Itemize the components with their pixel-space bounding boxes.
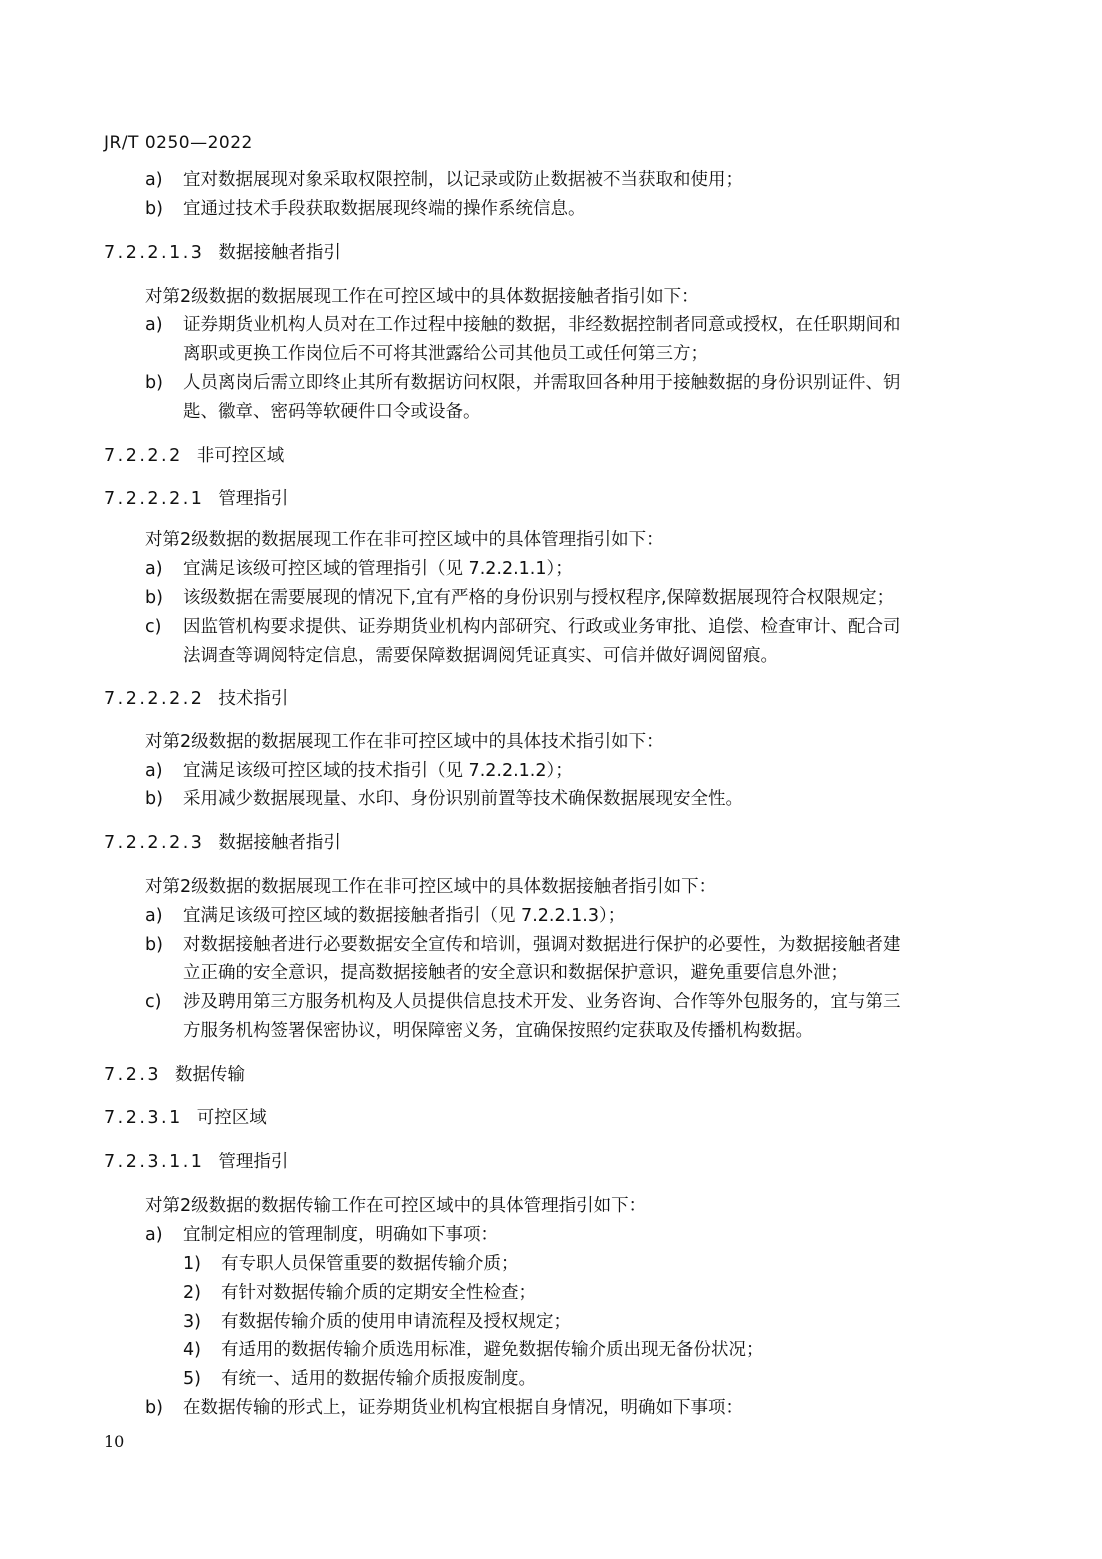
list-marker: c): [145, 992, 162, 1012]
list-item: [145, 371, 901, 395]
list-item-text: 宜对数据展现对象采取权限控制，以记录或防止数据被不当获取和使用；: [183, 170, 743, 190]
section-title: 管理指引: [218, 489, 289, 509]
list-item: [145, 168, 743, 192]
list-item-text: 有数据传输介质的使用申请流程及授权规定；: [221, 1312, 571, 1332]
list-item-text: 宜满足该级可控区域的数据接触者指引（见 7.2.2.1.3）；: [183, 906, 626, 926]
list-item-text: 宜满足该级可控区域的管理指引（见 7.2.2.1.1）；: [183, 559, 573, 579]
section-number: 7.2.3: [104, 1065, 162, 1085]
list-marker: a): [145, 559, 163, 579]
list-item-text: 有针对数据传输介质的定期安全性检查；: [221, 1283, 536, 1303]
section-title: 管理指引: [218, 1152, 289, 1172]
list-item-text: 在数据传输的形式上，证券期货业机构宜根据自身情况，明确如下事项：: [183, 1398, 743, 1418]
section-heading: [104, 487, 288, 511]
list-item-continuation: 离职或更换工作岗位后不可将其泄露给公司其他员工或任何第三方；: [183, 344, 708, 364]
list-item: [145, 1396, 743, 1420]
list-marker: b): [145, 789, 163, 809]
list-marker: a): [145, 315, 163, 335]
list-marker: b): [145, 199, 163, 219]
list-item-continuation: 立正确的安全意识，提高数据接触者的安全意识和数据保护意识，避免重要信息外泄；: [183, 963, 848, 983]
sub-list-item: [183, 1310, 571, 1334]
list-item: [145, 787, 743, 811]
list-item: [145, 990, 901, 1014]
document-header: JR/T 0250—2022: [104, 133, 253, 153]
list-item: [145, 759, 573, 783]
list-marker: c): [145, 617, 162, 637]
list-item-text: 有统一、适用的数据传输介质报废制度。: [221, 1369, 536, 1389]
section-number: 7.2.2.1.3: [104, 243, 205, 263]
list-marker: a): [145, 170, 163, 190]
paragraph: 对第2级数据的数据传输工作在可控区域中的具体管理指引如下：: [145, 1196, 647, 1216]
section-number: 7.2.2.2.2: [104, 689, 205, 709]
section-heading: [104, 444, 284, 468]
paragraph: 对第2级数据的数据展现工作在可控区域中的具体数据接触者指引如下：: [145, 287, 699, 307]
list-marker: 5): [183, 1369, 201, 1389]
list-item-text: 该级数据在需要展现的情况下,宜有严格的身份识别与授权程序,保障数据展现符合权限规定；: [183, 588, 895, 608]
list-marker: 4): [183, 1340, 201, 1360]
list-marker: b): [145, 935, 163, 955]
section-title: 非可控区域: [196, 446, 285, 466]
section-title: 数据传输: [175, 1065, 246, 1085]
section-number: 7.2.3.1.1: [104, 1152, 205, 1172]
sub-list-item: [183, 1281, 536, 1305]
list-item-continuation: 匙、徽章、密码等软硬件口令或设备。: [183, 402, 481, 422]
list-marker: b): [145, 588, 163, 608]
sub-list-item: [183, 1367, 536, 1391]
list-item-text: 因监管机构要求提供、证券期货业机构内部研究、行政或业务审批、追偿、检查审计、配合司: [183, 617, 901, 637]
list-marker: b): [145, 373, 163, 393]
list-item: [145, 557, 573, 581]
list-item: [145, 313, 901, 337]
list-marker: b): [145, 1398, 163, 1418]
list-marker: a): [145, 906, 163, 926]
sub-list-item: [183, 1252, 519, 1276]
list-item-text: 宜满足该级可控区域的技术指引（见 7.2.2.1.2）；: [183, 761, 573, 781]
list-item-text: 人员离岗后需立即终止其所有数据访问权限，并需取回各种用于接触数据的身份识别证件、钥: [183, 373, 901, 393]
list-marker: 2): [183, 1283, 201, 1303]
list-item-continuation: 法调查等调阅特定信息，需要保障数据调阅凭证真实、可信并做好调阅留痕。: [183, 646, 778, 666]
paragraph: 对第2级数据的数据展现工作在非可控区域中的具体管理指引如下：: [145, 530, 664, 550]
list-item: [145, 1223, 498, 1247]
list-item-text: 宜制定相应的管理制度，明确如下事项：: [183, 1225, 498, 1245]
page-number: 10: [104, 1432, 125, 1451]
list-marker: 3): [183, 1312, 201, 1332]
paragraph: 对第2级数据的数据展现工作在非可控区域中的具体技术指引如下：: [145, 732, 664, 752]
list-item-text: 有专职人员保管重要的数据传输介质；: [221, 1254, 519, 1274]
section-heading: [104, 241, 341, 265]
section-heading: [104, 831, 341, 855]
list-marker: a): [145, 761, 163, 781]
section-heading: [104, 1106, 267, 1130]
paragraph: 对第2级数据的数据展现工作在非可控区域中的具体数据接触者指引如下：: [145, 877, 717, 897]
list-marker: 1): [183, 1254, 201, 1274]
section-number: 7.2.3.1: [104, 1108, 183, 1128]
list-item-text: 对数据接触者进行必要数据安全宣传和培训，强调对数据进行保护的必要性，为数据接触者建: [183, 935, 901, 955]
list-item-text: 宜通过技术手段获取数据展现终端的操作系统信息。: [183, 199, 586, 219]
list-item-text: 有适用的数据传输介质选用标准，避免数据传输介质出现无备份状况；: [221, 1340, 764, 1360]
section-title: 可控区域: [196, 1108, 267, 1128]
section-heading: [104, 687, 288, 711]
list-item: [145, 904, 625, 928]
list-item-text: 涉及聘用第三方服务机构及人员提供信息技术开发、业务咨询、合作等外包服务的，宜与第三: [183, 992, 901, 1012]
section-number: 7.2.2.2: [104, 446, 183, 466]
section-number: 7.2.2.2.1: [104, 489, 205, 509]
list-item-continuation: 方服务机构签署保密协议，明保障密义务，宜确保按照约定获取及传播机构数据。: [183, 1021, 813, 1041]
list-item: [145, 586, 894, 610]
section-title: 数据接触者指引: [218, 243, 341, 263]
section-title: 数据接触者指引: [218, 833, 341, 853]
list-marker: a): [145, 1225, 163, 1245]
list-item: [145, 933, 901, 957]
sub-list-item: [183, 1338, 764, 1362]
section-heading: [104, 1063, 245, 1087]
section-heading: [104, 1150, 288, 1174]
list-item: [145, 197, 586, 221]
list-item-text: 采用减少数据展现量、水印、身份识别前置等技术确保数据展现安全性。: [183, 789, 743, 809]
list-item-text: 证券期货业机构人员对在工作过程中接触的数据，非经数据控制者同意或授权，在任职期间和: [183, 315, 901, 335]
list-item: [145, 615, 901, 639]
section-title: 技术指引: [218, 689, 289, 709]
section-number: 7.2.2.2.3: [104, 833, 205, 853]
